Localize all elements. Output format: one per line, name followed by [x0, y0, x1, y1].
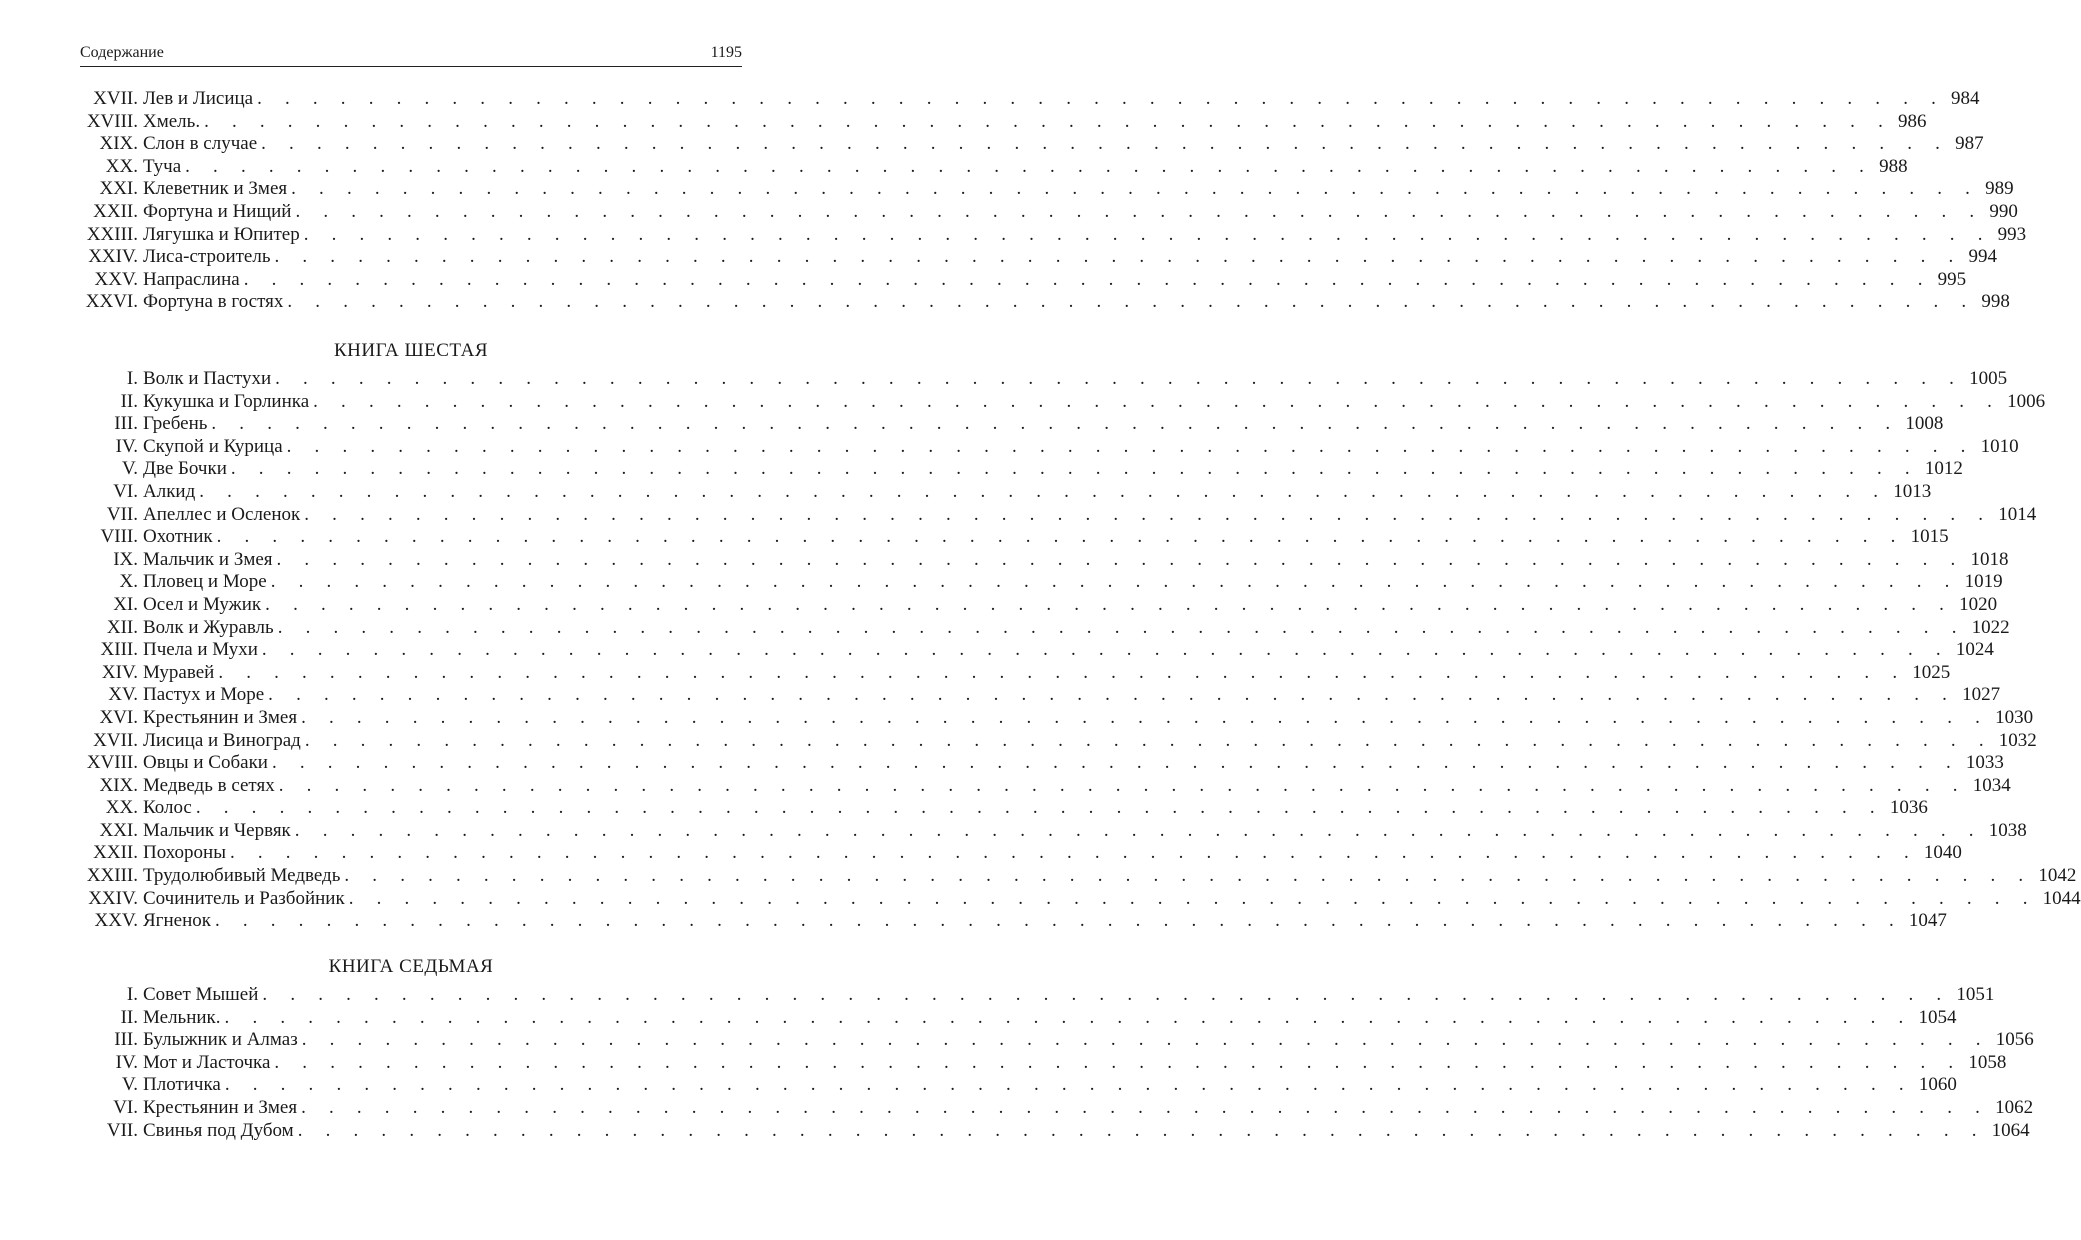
toc-entry[interactable] [80, 155, 1908, 179]
toc-entry-number: XVIII. [86, 752, 138, 774]
running-header [80, 42, 742, 67]
toc-entry[interactable] [80, 616, 2010, 640]
toc-entry-number: XXIV. [88, 887, 138, 909]
toc-entry-number: XXI. [99, 819, 138, 841]
toc-entry-page: 1022 [1971, 616, 2010, 638]
dot-leader: . . . . . . . . . . . . . . . . . . . . . . . . . . . . . . . . . . . . . . . . . . . . . . . . . . . . . . . . . . . . . [185, 155, 1874, 177]
dot-leader: . . . . . . . . . . . . . . . . . . . . . . . . . . . . . . . . . . . . . . . . . . . . . . . . . . . . . . . . . . . . . [274, 246, 1963, 268]
toc-entry-title: Свинья под Дубом [143, 1119, 294, 1141]
book-heading-six: КНИГА ШЕСТАЯ [333, 340, 488, 361]
toc-entry-title: Трудолюбивый Медведь [143, 865, 341, 887]
dot-leader: . . . . . . . . . . . . . . . . . . . . . . . . . . . . . . . . . . . . . . . . . . . . . . . . . . . . . . . . . . . . . [303, 223, 1992, 245]
dot-leader: . . . . . . . . . . . . . . . . . . . . . . . . . . . . . . . . . . . . . . . . . . . . . . . . . . . . . . . . . . . . . [297, 1119, 1986, 1141]
toc-entry-number: XXII. [93, 842, 138, 864]
toc-entry[interactable] [80, 684, 2001, 707]
toc-entry[interactable] [80, 223, 2027, 247]
dot-leader: . . . . . . . . . . . . . . . . . . . . . . . . . . . . . . . . . . . . . . . . . . . . . . . . . . . . . . . . . . . . . [229, 842, 1918, 864]
toc-entry[interactable] [80, 571, 2003, 594]
toc-entry-page: 986 [1898, 110, 1927, 132]
toc-entry-title: Лев и Лисица [143, 88, 254, 109]
toc-entry-number: V. [121, 458, 138, 480]
dot-leader: . . . . . . . . . . . . . . . . . . . . . . . . . . . . . . . . . . . . . . . . . . . . . . . . . . . . . . . . . . . . . [230, 458, 1919, 480]
toc-entry-title: Скупой и Курица [143, 435, 283, 457]
toc-entry-title: Напраслина [143, 268, 240, 290]
toc-entry[interactable] [80, 984, 1995, 1007]
toc-entry-page: 1025 [1912, 661, 1951, 683]
toc-entry-page: 1042 [2038, 865, 2077, 887]
toc-entry-number: XXI. [99, 178, 138, 200]
toc-entry-title: Пастух и Море [143, 684, 265, 706]
dot-leader: . . . . . . . . . . . . . . . . . . . . . . . . . . . . . . . . . . . . . . . . . . . . . . . . . . . . . . . . . . . . . [195, 797, 1884, 819]
toc-entry[interactable] [80, 88, 1980, 111]
toc-entry[interactable] [80, 200, 2018, 224]
toc-entry-page: 1014 [1998, 503, 2037, 525]
dot-leader: . . . . . . . . . . . . . . . . . . . . . . . . . . . . . . . . . . . . . . . . . . . . . . . . . . . . . . . . . . . . . [270, 571, 1959, 593]
toc-entry[interactable] [80, 133, 1984, 156]
toc-entry-number: XIX. [99, 133, 138, 155]
toc-entry[interactable] [80, 639, 1994, 662]
toc-entry-page: 1038 [1988, 819, 2027, 841]
dot-leader: . . . . . . . . . . . . . . . . . . . . . . . . . . . . . . . . . . . . . . . . . . . . . . . . . . . . . . . . . . . . . [199, 480, 1888, 502]
toc-entry-title: Волк и Журавль [143, 616, 274, 638]
toc-entry-title: Хмель. [143, 110, 201, 132]
toc-entry-page: 1054 [1918, 1006, 1957, 1028]
toc-entry[interactable] [80, 887, 2081, 911]
toc-entry-number: VI. [113, 1096, 138, 1118]
toc-entry-page: 1024 [1955, 639, 1994, 661]
toc-entry-title: Мальчик и Змея [143, 548, 273, 570]
toc-entry-title: Осел и Мужик [143, 593, 262, 615]
dot-leader: . . . . . . . . . . . . . . . . . . . . . . . . . . . . . . . . . . . . . . . . . . . . . . . . . . . . . . . . . . . . . [204, 110, 1893, 132]
toc-entry-number: IV. [115, 1051, 138, 1073]
toc-entry-title: Кукушка и Горлинка [143, 390, 310, 412]
toc-entry-number: XIII. [100, 639, 138, 661]
toc-entry[interactable] [80, 752, 2004, 775]
toc-entry-number: XIV. [101, 661, 138, 683]
toc-entry-number: II. [120, 390, 138, 412]
toc-entry-number: VI. [113, 480, 138, 502]
toc-entry-title: Две Бочки [143, 458, 227, 480]
toc-entry-number: IX. [113, 548, 138, 570]
toc-entry-page: 1010 [1980, 435, 2019, 457]
toc-entry-page: 1033 [1965, 752, 2004, 774]
toc-entry[interactable] [80, 729, 2037, 753]
dot-leader: . . . . . . . . . . . . . . . . . . . . . . . . . . . . . . . . . . . . . . . . . . . . . . . . . . . . . . . . . . . . . [301, 706, 1990, 728]
dot-leader: . . . . . . . . . . . . . . . . . . . . . . . . . . . . . . . . . . . . . . . . . . . . . . . . . . . . . . . . . . . . . [261, 133, 1950, 155]
toc-entry-page: 1056 [1995, 1029, 2034, 1051]
dot-leader: . . . . . . . . . . . . . . . . . . . . . . . . . . . . . . . . . . . . . . . . . . . . . . . . . . . . . . . . . . . . . [218, 661, 1907, 683]
dot-leader: . . . . . . . . . . . . . . . . . . . . . . . . . . . . . . . . . . . . . . . . . . . . . . . . . . . . . . . . . . . . . [301, 1096, 1990, 1118]
toc-entry-number: III. [114, 413, 138, 435]
toc-entry-title: Овцы и Собаки [143, 752, 268, 774]
dot-leader: . . . . . . . . . . . . . . . . . . . . . . . . . . . . . . . . . . . . . . . . . . . . . . . . . . . . . . . . . . . . . [261, 639, 1950, 661]
toc-entry-title: Лиса-строитель [143, 246, 271, 268]
toc-entry[interactable] [80, 1029, 2034, 1052]
toc-entry[interactable] [80, 1051, 2007, 1075]
dot-leader: . . . . . . . . . . . . . . . . . . . . . . . . . . . . . . . . . . . . . . . . . . . . . . . . . . . . . . . . . . . . . [271, 752, 1960, 774]
toc-entry-title: Пловец и Море [143, 571, 267, 593]
toc-entry[interactable] [80, 661, 1951, 685]
toc-entry-page: 1005 [1969, 368, 2008, 389]
toc-entry[interactable] [80, 503, 2037, 527]
toc-entry-page: 994 [1968, 246, 1997, 268]
toc-entry-page: 998 [1981, 291, 2010, 313]
toc-entry-page: 990 [1989, 200, 2018, 222]
toc-entry-title: Клеветник и Змея [143, 178, 288, 200]
toc-entry-page: 1030 [1995, 706, 2034, 728]
toc-entry[interactable] [80, 1096, 2034, 1120]
dot-leader: . . . . . . . . . . . . . . . . . . . . . . . . . . . . . . . . . . . . . . . . . . . . . . . . . . . . . . . . . . . . . [274, 1051, 1963, 1073]
toc-entry[interactable] [80, 797, 1928, 820]
toc-entry-number: XXV. [94, 268, 138, 290]
dot-leader: . . . . . . . . . . . . . . . . . . . . . . . . . . . . . . . . . . . . . . . . . . . . . . . . . . . . . . . . . . . . . [265, 593, 1954, 615]
toc-entry[interactable] [80, 548, 2009, 572]
toc-entry-number: VII. [106, 1119, 138, 1141]
toc-entry-title: Крестьянин и Змея [143, 1096, 298, 1118]
toc-entry-page: 988 [1879, 155, 1908, 177]
running-header-title: Содержание [80, 44, 164, 61]
toc-entry-number: XVII. [93, 88, 138, 109]
dot-leader: . . . . . . . . . . . . . . . . . . . . . . . . . . . . . . . . . . . . . . . . . . . . . . . . . . . . . . . . . . . . . [287, 291, 1976, 313]
dot-leader: . . . . . . . . . . . . . . . . . . . . . . . . . . . . . . . . . . . . . . . . . . . . . . . . . . . . . . . . . . . . . [295, 200, 1984, 222]
toc-entry-page: 1034 [1972, 774, 2011, 796]
toc-entry[interactable] [80, 1119, 2030, 1143]
toc-entry-page: 1047 [1908, 910, 1947, 932]
toc-entry-number: XII. [106, 616, 138, 638]
toc-entry[interactable] [80, 819, 2027, 843]
dot-leader: . . . . . . . . . . . . . . . . . . . . . . . . . . . . . . . . . . . . . . . . . . . . . . . . . . . . . . . . . . . . . [301, 1029, 1990, 1051]
toc-entry-title: Фортуна и Нищий [143, 200, 292, 222]
toc-entry-title: Фортуна в гостях [143, 291, 284, 313]
page-number: 1195 [710, 44, 742, 61]
toc-entry-page: 1051 [1956, 984, 1995, 1005]
toc-entry-number: IV. [115, 435, 138, 457]
toc-entry-number: X. [119, 571, 138, 593]
toc-entry-number: I. [126, 984, 138, 1005]
toc-entry-title: Мельник. [143, 1006, 221, 1028]
dot-leader: . . . . . . . . . . . . . . . . . . . . . . . . . . . . . . . . . . . . . . . . . . . . . . . . . . . . . . . . . . . . . [304, 503, 1993, 525]
toc-entry-page: 987 [1955, 133, 1984, 155]
dot-leader: . . . . . . . . . . . . . . . . . . . . . . . . . . . . . . . . . . . . . . . . . . . . . . . . . . . . . . . . . . . . . [304, 729, 1993, 751]
toc-entry-page: 995 [1937, 268, 1967, 290]
toc-entry-number: XXIV. [88, 246, 138, 268]
toc-entry[interactable] [80, 458, 1963, 481]
toc-entry-title: Похороны [143, 842, 226, 864]
toc-entry-number: VIII. [100, 526, 138, 548]
toc-entry[interactable] [80, 390, 2046, 414]
toc-entry-page: 1018 [1970, 548, 2009, 570]
toc-entry[interactable] [80, 865, 2077, 888]
toc-entry-title: Медведь в сетях [143, 774, 275, 796]
toc-entry[interactable] [80, 842, 1962, 865]
toc-entry-number: XVII. [93, 729, 138, 751]
toc-entry-number: XXVI. [85, 291, 138, 313]
toc-entry[interactable] [80, 413, 1944, 436]
dot-leader: . . . . . . . . . . . . . . . . . . . . . . . . . . . . . . . . . . . . . . . . . . . . . . . . . . . . . . . . . . . . . [348, 887, 2037, 909]
toc-entry-title: Алкид [143, 480, 196, 502]
toc-entry-page: 1044 [2042, 887, 2081, 909]
dot-leader: . . . . . . . . . . . . . . . . . . . . . . . . . . . . . . . . . . . . . . . . . . . . . . . . . . . . . . . . . . . . . [243, 268, 1932, 290]
dot-leader: . . . . . . . . . . . . . . . . . . . . . . . . . . . . . . . . . . . . . . . . . . . . . . . . . . . . . . . . . . . . . [268, 684, 1957, 706]
dot-leader: . . . . . . . . . . . . . . . . . . . . . . . . . . . . . . . . . . . . . . . . . . . . . . . . . . . . . . . . . . . . . [276, 548, 1965, 570]
toc-entry-title: Апеллес и Осленок [143, 503, 301, 525]
toc-entry-page: 1032 [1998, 729, 2037, 751]
toc-entry-page: 989 [1985, 178, 2014, 200]
toc-entry-title: Лисица и Виноград [143, 729, 301, 751]
toc-entry[interactable] [80, 291, 2010, 314]
toc-entry[interactable] [80, 178, 2014, 201]
toc-entry-number: XIX. [99, 774, 138, 796]
dot-leader: . . . . . . . . . . . . . . . . . . . . . . . . . . . . . . . . . . . . . . . . . . . . . . . . . . . . . . . . . . . . . [313, 390, 2002, 412]
toc-entry-page: 1040 [1923, 842, 1962, 864]
toc-entry-title: Совет Мышей [143, 984, 259, 1005]
toc-entry-number: XXIII. [86, 223, 138, 245]
toc-entry-number: XV. [108, 684, 138, 706]
toc-entry[interactable] [80, 368, 2008, 391]
toc-entry-page: 1064 [1991, 1119, 2030, 1141]
toc-entry-number: I. [126, 368, 138, 389]
toc-entry-number: XXIII. [86, 865, 138, 887]
dot-leader: . . . . . . . . . . . . . . . . . . . . . . . . . . . . . . . . . . . . . . . . . . . . . . . . . . . . . . . . . . . . . [286, 435, 1975, 457]
toc-section-book-seven [80, 984, 2034, 1142]
toc-entry-number: XXV. [94, 910, 138, 932]
toc-entry-title: Мальчик и Червяк [143, 819, 291, 841]
toc-entry[interactable] [80, 110, 1927, 134]
toc-entry-number: XVIII. [86, 110, 138, 132]
toc-entry-title: Волк и Пастухи [143, 368, 272, 389]
toc-entry-page: 1058 [1968, 1051, 2007, 1073]
toc-entry-page: 984 [1951, 88, 1980, 109]
toc-entry-title: Туча [143, 155, 182, 177]
dot-leader: . . . . . . . . . . . . . . . . . . . . . . . . . . . . . . . . . . . . . . . . . . . . . . . . . . . . . . . . . . . . . [224, 1006, 1913, 1028]
toc-entry-title: Плотичка [143, 1074, 221, 1096]
toc-entry-title: Крестьянин и Змея [143, 706, 298, 728]
toc-entry-title: Колос [143, 797, 192, 819]
toc-entry[interactable] [80, 526, 1949, 549]
toc-entry-number: XX. [105, 155, 138, 177]
toc-entry-number: XVI. [99, 706, 138, 728]
toc-section-book-six [80, 368, 2081, 933]
toc-entry[interactable] [80, 593, 1998, 617]
toc-entry[interactable] [80, 1006, 1957, 1030]
toc-entry-number: III. [114, 1029, 138, 1051]
toc-entry[interactable] [80, 268, 1967, 292]
toc-entry-title: Муравей [143, 661, 215, 683]
toc-entry-title: Гребень [143, 413, 208, 435]
toc-entry[interactable] [80, 774, 2011, 798]
dot-leader: . . . . . . . . . . . . . . . . . . . . . . . . . . . . . . . . . . . . . . . . . . . . . . . . . . . . . . . . . . . . . [211, 413, 1900, 435]
toc-entry[interactable] [80, 435, 2019, 459]
toc-entry-number: VII. [106, 503, 138, 525]
toc-entry-page: 993 [1997, 223, 2027, 245]
toc-entry-title: Сочинитель и Разбойник [143, 887, 345, 909]
dot-leader: . . . . . . . . . . . . . . . . . . . . . . . . . . . . . . . . . . . . . . . . . . . . . . . . . . . . . . . . . . . . . [214, 910, 1903, 932]
toc-entry-page: 1060 [1918, 1074, 1957, 1096]
toc-entry-title: Слон в случае [143, 133, 258, 155]
toc-entry-page: 1036 [1889, 797, 1928, 819]
toc-entry[interactable] [80, 1074, 1957, 1097]
toc-entry-page: 1027 [1962, 684, 2001, 706]
toc-entry[interactable] [80, 910, 1947, 933]
toc-entry-title: Ягненок [143, 910, 211, 932]
toc-entry-page: 1019 [1964, 571, 2003, 593]
dot-leader: . . . . . . . . . . . . . . . . . . . . . . . . . . . . . . . . . . . . . . . . . . . . . . . . . . . . . . . . . . . . . [216, 526, 1905, 548]
dot-leader: . . . . . . . . . . . . . . . . . . . . . . . . . . . . . . . . . . . . . . . . . . . . . . . . . . . . . . . . . . . . . [257, 88, 1946, 109]
toc-entry[interactable] [80, 480, 1932, 504]
toc-entry-page: 1012 [1924, 458, 1963, 480]
dot-leader: . . . . . . . . . . . . . . . . . . . . . . . . . . . . . . . . . . . . . . . . . . . . . . . . . . . . . . . . . . . . . [277, 616, 1966, 638]
dot-leader: . . . . . . . . . . . . . . . . . . . . . . . . . . . . . . . . . . . . . . . . . . . . . . . . . . . . . . . . . . . . . [224, 1074, 1913, 1096]
toc-entry-number: V. [121, 1074, 138, 1096]
dot-leader: . . . . . . . . . . . . . . . . . . . . . . . . . . . . . . . . . . . . . . . . . . . . . . . . . . . . . . . . . . . . . [294, 819, 1983, 841]
toc-entry-page: 1062 [1995, 1096, 2034, 1118]
toc-entry-title: Мот и Ласточка [143, 1051, 271, 1073]
dot-leader: . . . . . . . . . . . . . . . . . . . . . . . . . . . . . . . . . . . . . . . . . . . . . . . . . . . . . . . . . . . . . [344, 865, 2033, 887]
toc-entry[interactable] [80, 246, 1997, 269]
toc-entry-title: Охотник [143, 526, 213, 548]
toc-entry-number: II. [120, 1006, 138, 1028]
toc-entry-page: 1006 [2007, 390, 2046, 412]
toc-entry-page: 1020 [1959, 593, 1998, 615]
toc-entry-page: 1008 [1905, 413, 1944, 435]
toc-entry[interactable] [80, 706, 2034, 730]
toc-entry-title: Булыжник и Алмаз [143, 1029, 298, 1051]
dot-leader: . . . . . . . . . . . . . . . . . . . . . . . . . . . . . . . . . . . . . . . . . . . . . . . . . . . . . . . . . . . . . [278, 774, 1967, 796]
toc-entry-title: Пчела и Мухи [143, 639, 258, 661]
toc-entry-page: 1013 [1893, 480, 1932, 502]
toc-entry-number: XI. [113, 593, 138, 615]
toc-entry-title: Лягушка и Юпитер [143, 223, 300, 245]
toc-section-continued [80, 88, 2027, 314]
toc-entry-page: 1015 [1910, 526, 1949, 548]
toc-entry-number: XX. [105, 797, 138, 819]
toc-entry-number: XXII. [93, 200, 138, 222]
dot-leader: . . . . . . . . . . . . . . . . . . . . . . . . . . . . . . . . . . . . . . . . . . . . . . . . . . . . . . . . . . . . . [291, 178, 1980, 200]
dot-leader: . . . . . . . . . . . . . . . . . . . . . . . . . . . . . . . . . . . . . . . . . . . . . . . . . . . . . . . . . . . . . [262, 984, 1951, 1005]
dot-leader: . . . . . . . . . . . . . . . . . . . . . . . . . . . . . . . . . . . . . . . . . . . . . . . . . . . . . . . . . . . . . [275, 368, 1964, 389]
book-heading-seven: КНИГА СЕДЬМАЯ [328, 956, 494, 977]
